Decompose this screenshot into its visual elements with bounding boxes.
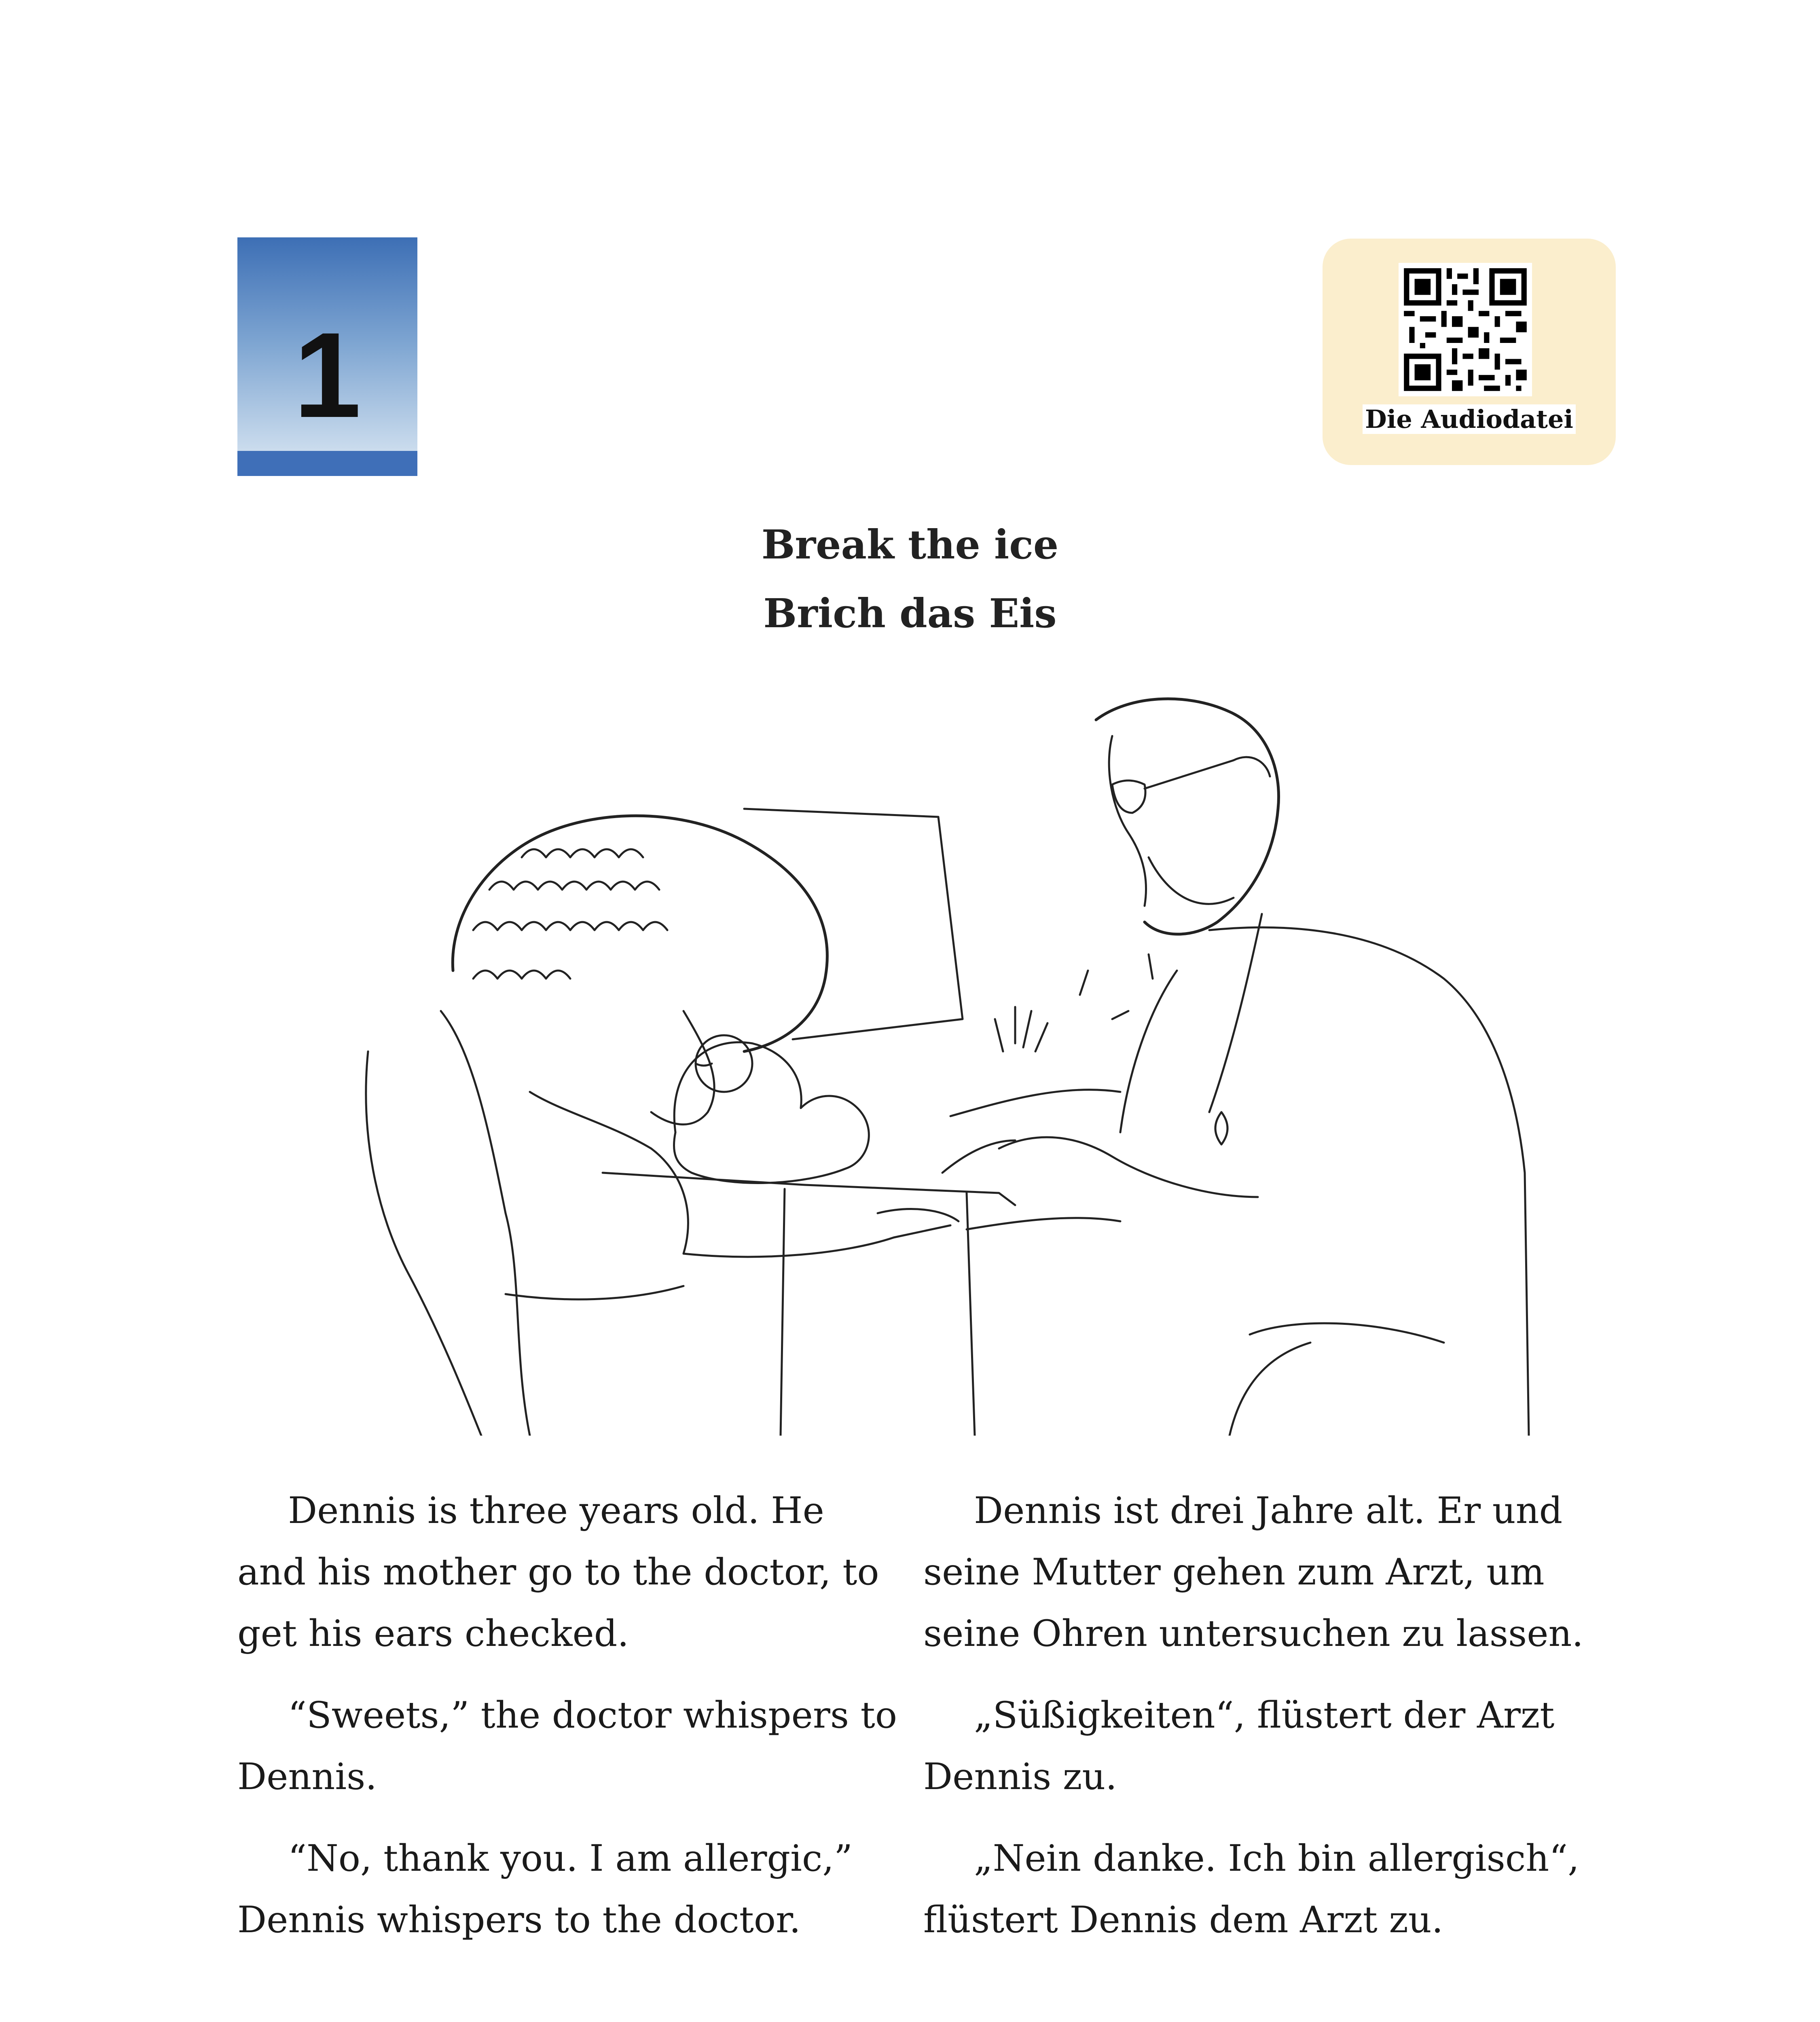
audio-card[interactable] bbox=[1323, 239, 1616, 465]
english-paragraph: “Sweets,” the doctor whispers to Dennis. bbox=[237, 1694, 897, 1798]
german-paragraph: Dennis ist drei Jahre alt. Er und seine Mutter gehen zum Arzt, um seine Ohren untersuchen zu lassen. bbox=[923, 1489, 1584, 1655]
illustration-doctor-child bbox=[320, 687, 1533, 1436]
title-english: Break the ice bbox=[761, 522, 1059, 568]
german-paragraph: „Süßigkeiten“, flüstert der Arzt Dennis zu. bbox=[923, 1694, 1555, 1798]
english-paragraph: “No, thank you. I am allergic,” Dennis whispers to the doctor. bbox=[237, 1837, 853, 1941]
german-paragraph: „Nein danke. Ich bin allergisch“, flüstert Dennis dem Arzt zu. bbox=[923, 1837, 1579, 1941]
title-german: Brich das Eis bbox=[763, 590, 1057, 637]
english-paragraph: Dennis is three years old. He and his mother go to the doctor, to get his ears checked. bbox=[237, 1489, 879, 1655]
audio-file-label[interactable]: Die Audiodatei bbox=[1323, 404, 1616, 434]
chapter-box-bar bbox=[237, 451, 417, 476]
qr-code-icon[interactable] bbox=[1399, 263, 1532, 396]
chapter-number: 1 bbox=[294, 307, 361, 443]
english-column bbox=[237, 1480, 901, 1971]
chapter-number-box bbox=[237, 237, 417, 476]
german-column bbox=[923, 1480, 1587, 1971]
